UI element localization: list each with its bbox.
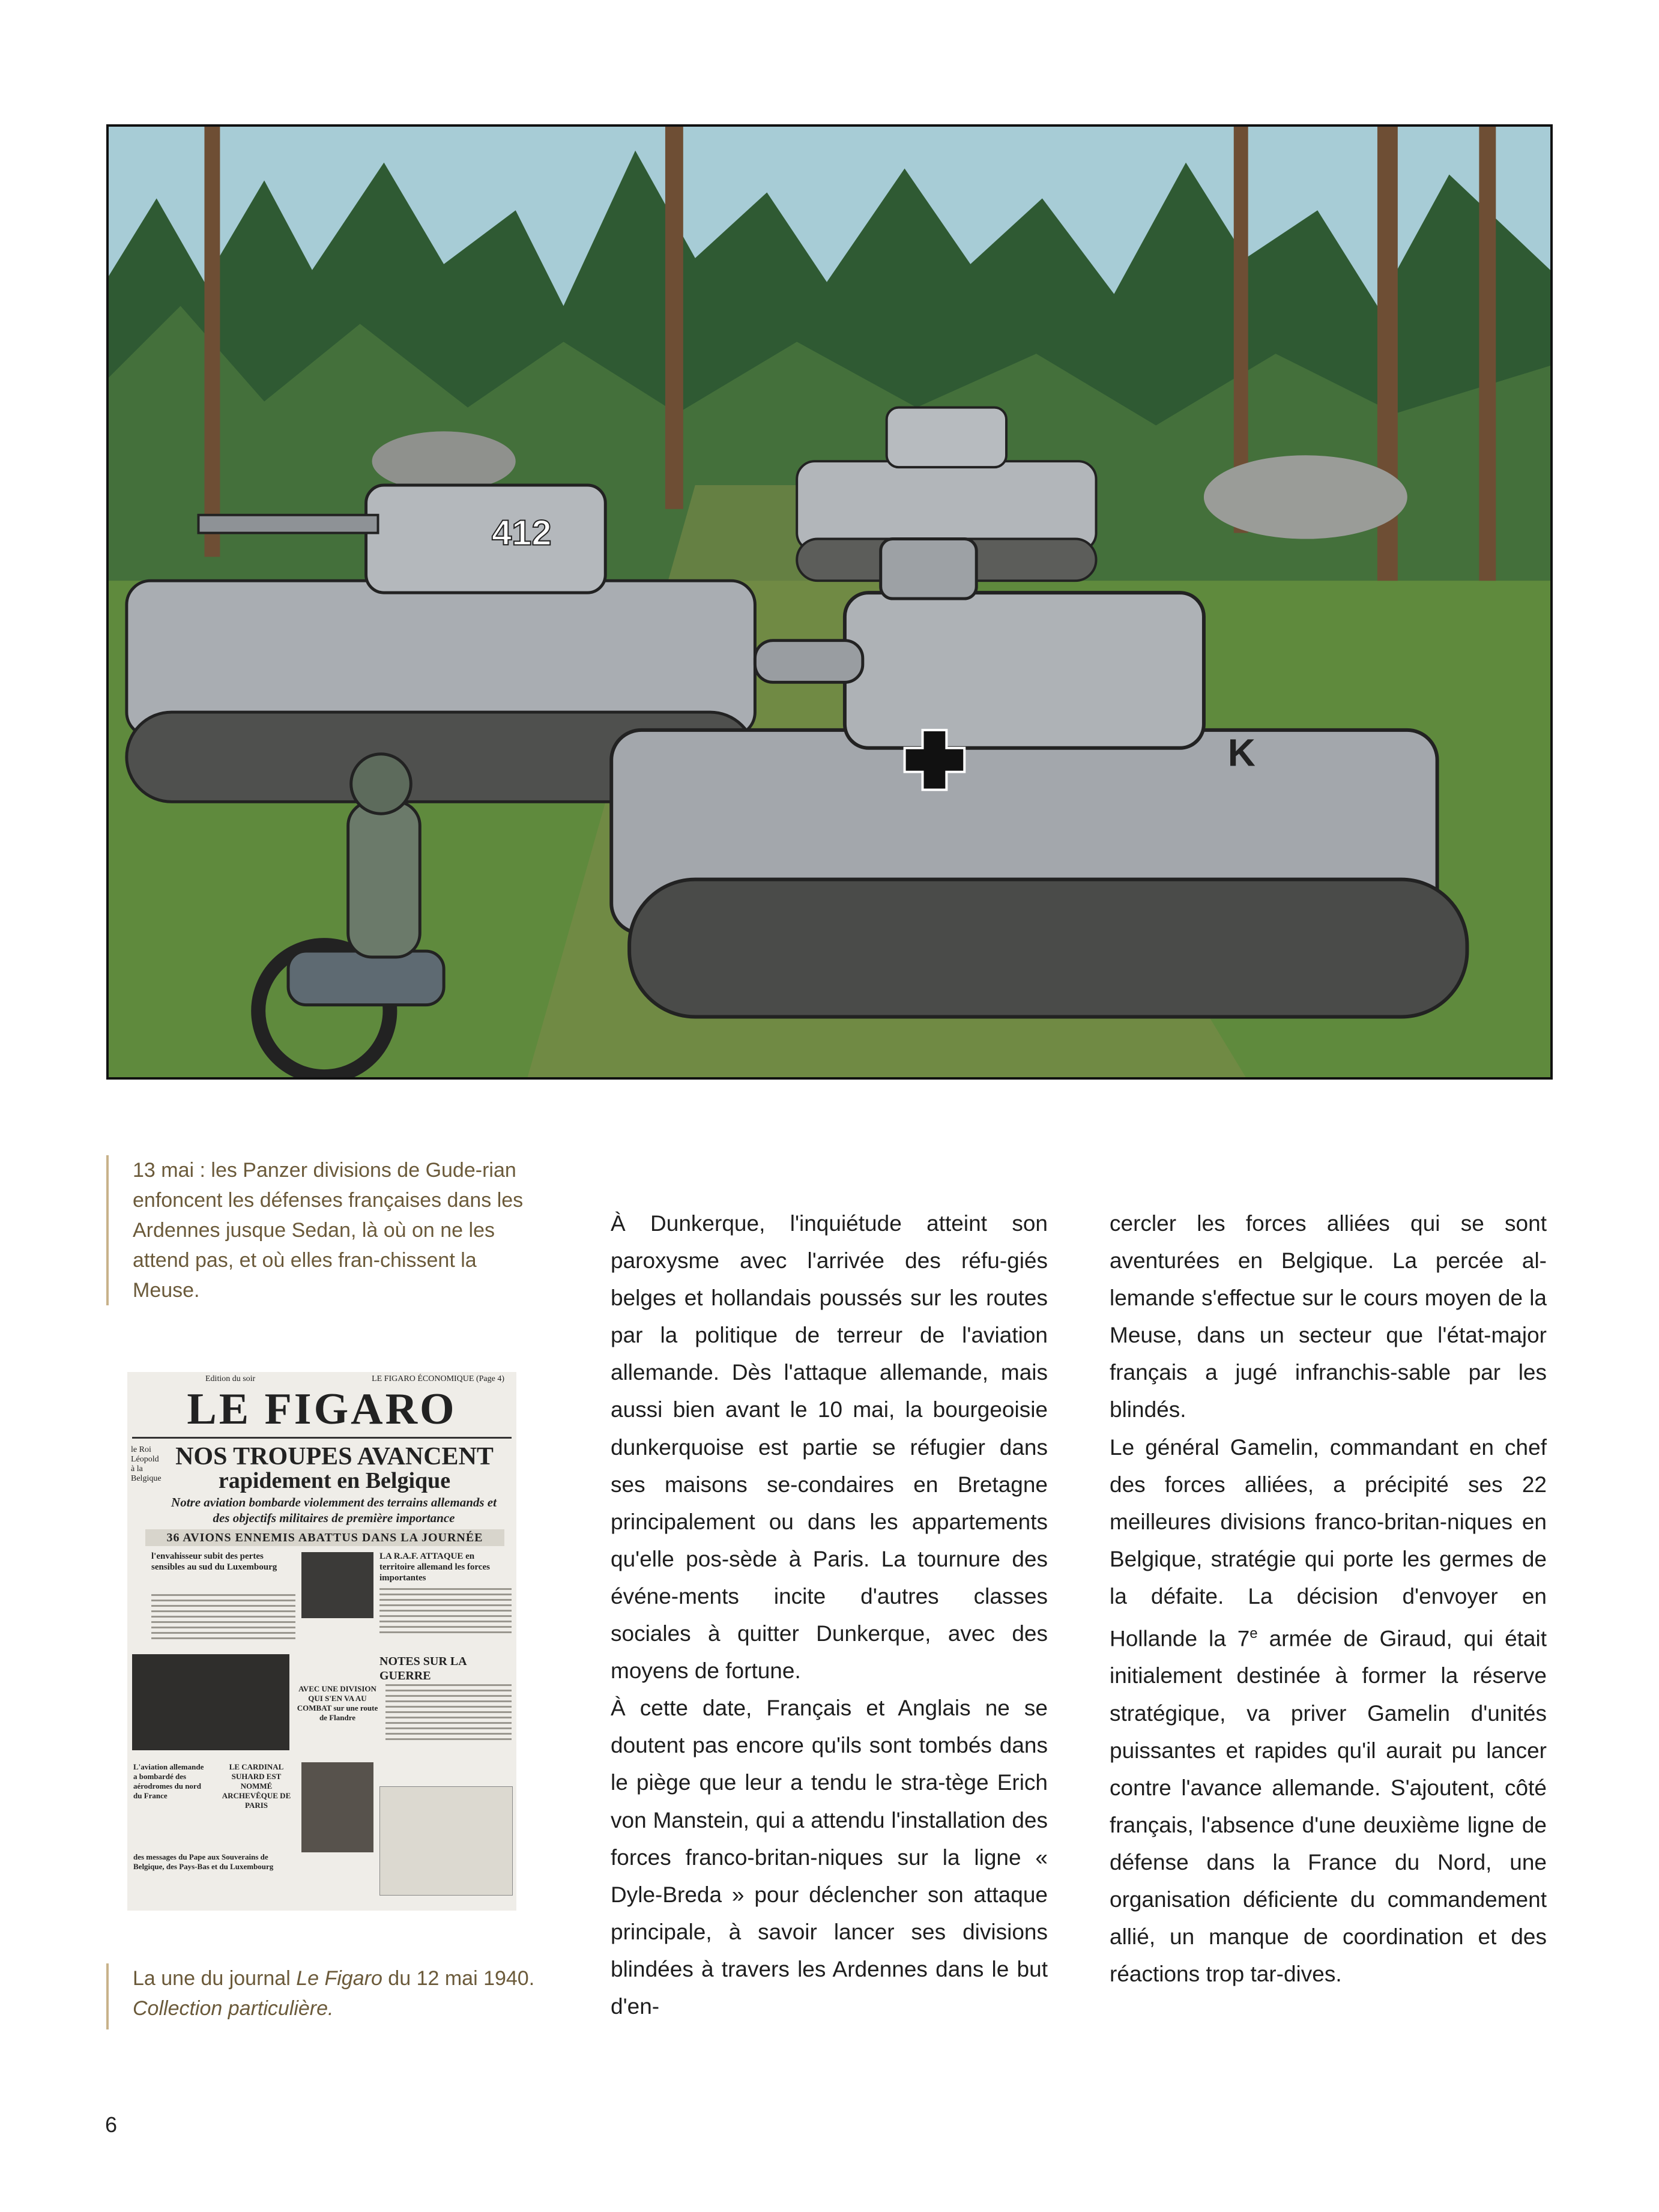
tank-illustration — [106, 124, 1553, 1080]
caption-text: La une du journal — [133, 1967, 297, 1990]
illustration-caption — [106, 1155, 539, 1305]
newspaper-box: AVEC UNE DIVISION QUI S'EN VA AU COMBAT sur une route de Flandre — [297, 1684, 378, 1722]
newspaper-map — [379, 1786, 513, 1896]
superscript: e — [1250, 1625, 1258, 1642]
newspaper-text-block — [151, 1594, 295, 1643]
caption-text: du 12 mai 1940. — [382, 1967, 535, 1990]
newspaper-photo — [132, 1654, 289, 1750]
tree-trunk — [1479, 127, 1496, 581]
newspaper-side-note: le Roi Léopold à la Belgique — [131, 1445, 162, 1483]
page-number: 6 — [105, 2112, 118, 2137]
newspaper-top-line — [127, 1372, 516, 1385]
newspaper-notes-heading: NOTES SUR LA GUERRE — [379, 1655, 467, 1682]
newspaper-headline: NOS TROUPES AVANCENT — [175, 1443, 494, 1470]
newspaper-cardinal-article: LE CARDINAL SUHARD EST NOMMÉ ARCHEVÊQUE DE PARIS — [222, 1762, 291, 1810]
caption-newspaper-title: Le Figaro — [296, 1967, 382, 1990]
newspaper-banner: 36 AVIONS ENNEMIS ABATTUS DANS LA JOURNÉE — [145, 1529, 504, 1546]
turret-number: 412 — [491, 512, 552, 553]
divider — [132, 1437, 512, 1439]
newspaper-right-article: LA R.A.F. ATTAQUE en territoire allemand les forces importantes — [379, 1552, 490, 1583]
text-column-1 — [611, 1205, 1048, 2019]
paragraph: À Dunkerque, l'inquiétude atteint son paroxysme avec l'arrivée des réfu-giés belges et hollandais poussés sur les routes par la politique de terreur de l'aviation allemande. Dès l'attaque allemande, mais aussi bien avant le 10 mai, la bourgeoisie dunkerquoise est partie se réfugier dans ses maisons se-condaires en Bretagne principalement ou dans les appartements qu'elle pos-sède à Paris. La tournure des événe-ments incite d'autres classes sociales à quitter Dunkerque, avec des moyens de fortune. — [611, 1211, 1048, 1684]
newspaper-pope-article: des messages du Pape aux Souverains de Belgique, des Pays-Bas et du Luxembourg — [133, 1852, 274, 1871]
rock — [372, 431, 516, 491]
tree-trunk — [665, 127, 683, 509]
figaro-front-page — [127, 1372, 516, 1911]
newspaper-headline-2: rapidement en Belgique — [218, 1468, 451, 1493]
newspaper-photo — [301, 1762, 373, 1852]
paragraph-text: armée de Giraud, qui était initialement destinée à former la réserve stratégique, va priver Gamelin d'unités puissantes et rapides qu'il aurait pu lancer contre l'avance allemande. S'ajoutent, côté français, l'absence d'une deuxième ligne de défense dans la France du Nord, une organisation déficiente du commandement allié, un manque de coordination et des réactions trop tar-dives. — [1110, 1626, 1547, 1987]
newspaper-edition: Edition du soir — [205, 1374, 256, 1383]
newspaper-caption — [106, 1963, 539, 2029]
text-column-2 — [1110, 1205, 1547, 1987]
paragraph: cercler les forces alliées qui se sont aventurées en Belgique. La percée al-lemande s'effectue sur le cours moyen de la Meuse, dans un secteur que l'état-major français a jugé infranchis-sable par les blindés. — [1110, 1211, 1547, 1422]
rock — [1204, 455, 1407, 539]
paragraph — [1110, 1429, 1547, 1993]
hull-letter: K — [1227, 731, 1256, 775]
newspaper-text-block — [379, 1588, 512, 1637]
newspaper-left-article: l'envahisseur subit des pertes sensibles au sud du Luxembourg — [151, 1552, 277, 1572]
tree-trunk — [204, 127, 220, 557]
newspaper-subhead: Notre aviation bombarde violemment des terrains allemands et des objectifs militaires de première importance — [171, 1495, 497, 1525]
newspaper-text-block — [385, 1684, 512, 1744]
caption-credit: Collection particulière. — [133, 1997, 334, 2020]
newspaper-aviation-article: L'aviation allemande a bombardé des aérodromes du nord du France — [133, 1762, 204, 1800]
newspaper-section: LE FIGARO ÉCONOMIQUE (Page 4) — [372, 1374, 504, 1383]
newspaper-photo — [301, 1552, 373, 1618]
forest-tanks-drawing — [109, 127, 1550, 1077]
paragraph-text: Le général Gamelin, commandant en chef des forces alliées, a précipité ses 22 meilleures divisions franco-britan-niques en Belgique, stratégie qui porte les germes de la défaite. La décision d'envoyer en Hollande la 7 — [1110, 1434, 1547, 1651]
caption-text: 13 mai : les Panzer divisions de Gude-rian enfoncent les défenses françaises dans les Ardennes jusque Sedan, là où on ne les attend pas, et où elles fran-chissent la Meuse. — [133, 1159, 524, 1302]
newspaper-masthead: LE FIGARO — [187, 1385, 457, 1434]
paragraph: À cette date, Français et Anglais ne se doutent pas encore qu'ils sont tombés dans le piège que leur a tendu le stra-tège Erich von Manstein, qui a attendu l'installation des forces franco-britan-niques sur la ligne « Dyle-Breda » pour déclencher son attaque principale, à savoir lancer ses divisions blindées à travers les Ardennes dans le but d'en- — [611, 1696, 1048, 2019]
